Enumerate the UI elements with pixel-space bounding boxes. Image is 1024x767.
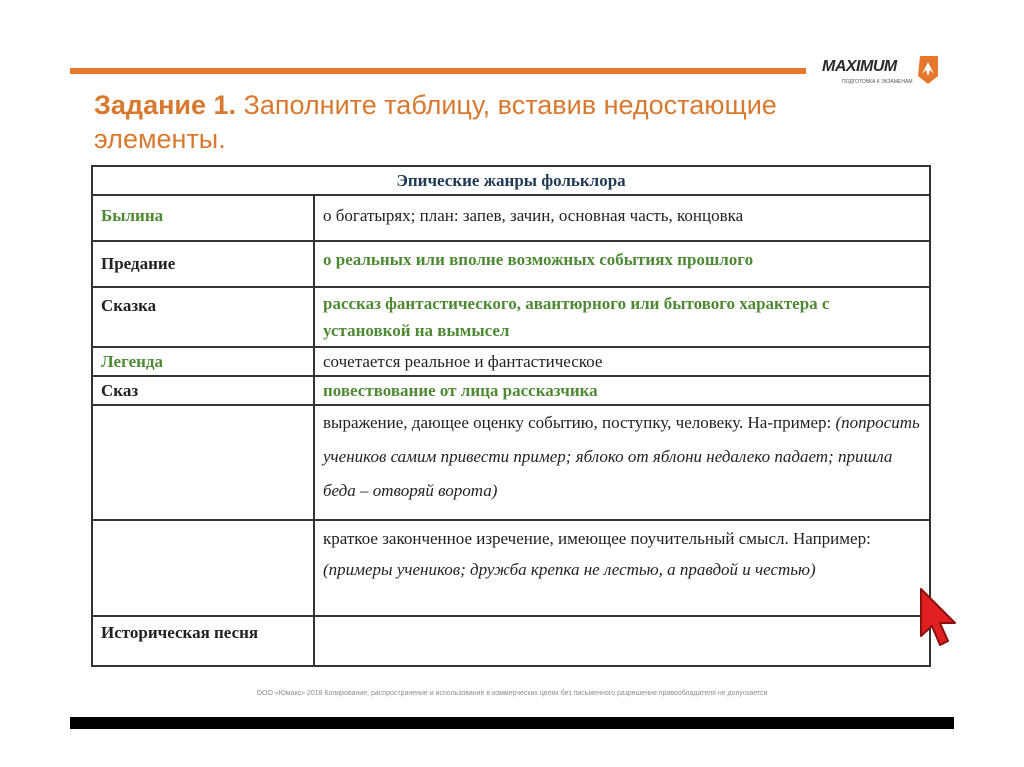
description-cell — [314, 616, 930, 666]
genre-cell: Сказ — [92, 376, 314, 405]
description-cell — [314, 520, 930, 616]
logo-text: MAXIMUM — [822, 58, 897, 75]
table-row — [92, 241, 930, 287]
task-title — [94, 88, 854, 156]
description-cell: о богатырях; план: запев, зачин, основная часть, концовка — [314, 195, 930, 241]
maximum-logo-icon — [916, 54, 940, 86]
genre-cell: Легенда — [92, 347, 314, 376]
table-row — [92, 616, 930, 666]
description-cell: повествование от лица рассказчика — [314, 376, 930, 405]
genre-cell — [92, 405, 314, 520]
task-text: Заполните таблицу, вставив недостающие элементы. — [94, 90, 777, 154]
table-row — [92, 376, 930, 405]
folklore-table — [91, 165, 931, 667]
top-divider — [70, 68, 806, 74]
genre-cell: Историческая песня — [92, 616, 314, 666]
description-cell: рассказ фантастического, авантюрного или бытового характера с установкой на вымысел — [314, 287, 930, 347]
genre-cell — [92, 520, 314, 616]
table-row — [92, 520, 930, 616]
genre-cell: Предание — [92, 241, 314, 287]
table-row — [92, 405, 930, 520]
task-number: Задание 1. — [94, 90, 237, 120]
table-header-row — [92, 166, 930, 195]
table-row — [92, 347, 930, 376]
bottom-bar — [70, 717, 954, 729]
table-row — [92, 287, 930, 347]
table-row — [92, 195, 930, 241]
description-text: краткое законченное изречение, имеющее поучительный смысл. Например: — [323, 529, 871, 548]
genre-cell: Былина — [92, 195, 314, 241]
hint-text: (попросить учеников самим привести пример; яблоко от яблони недалеко падает; пришла беда – отворяй ворота) — [323, 413, 920, 500]
description-cell: сочетается реальное и фантастическое — [314, 347, 930, 376]
description-cell — [314, 405, 930, 520]
description-cell: о реальных или вполне возможных событиях прошлого — [314, 241, 930, 287]
description-text: выражение, дающее оценку событию, поступку, человеку. На-пример: — [323, 413, 832, 432]
copyright-footer: ООО «Юмакс» 2018 Копирование, распространение и использование в коммерческих целях без письменного разрешения правообладателя не допускается — [256, 690, 768, 697]
arrow-pointer-icon — [918, 586, 958, 650]
table-title: Эпические жанры фольклора — [92, 166, 930, 195]
hint-text: (примеры учеников; дружба крепка не лестью, а правдой и честью) — [323, 560, 816, 579]
logo-subtext: ПОДГОТОВКА К ЭКЗАМЕНАМ — [842, 79, 913, 85]
genre-cell: Сказка — [92, 287, 314, 347]
